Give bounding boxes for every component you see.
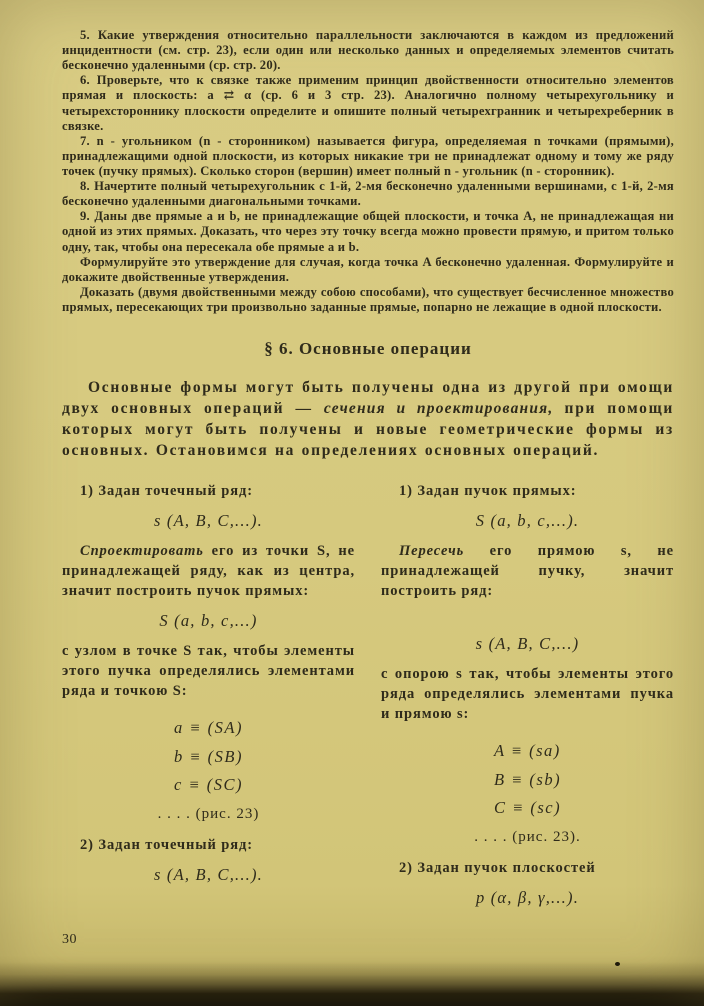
equation: B ≡ (sb)	[493, 769, 562, 789]
section-intro	[62, 377, 674, 461]
exercise-item: 5. Какие утверждения относительно параллельности заключаются в каждом из предложений инцидентности (см. стр. 23), если один или несколько данных и определяемых элементов считать бесконечно удаленными (ср. стр. 20).	[62, 28, 674, 73]
left-item2-label: 2) Задан точечный ряд:	[80, 837, 253, 854]
left-item1-formula: s (A, B, C,...).	[153, 510, 264, 530]
exercises-block	[62, 28, 674, 315]
exercise-item: 6. Проверьте, что к связке также применим принцип двойственности относительно элементов прямая и плоскость: a ⇄ α (ср. 6 и 3 стр. 23). Аналогично полному четырехугольнику и четырехстороннику плоскости определите и опишите полный четырехгранник и четырехреберник в связке.	[62, 73, 674, 133]
right-equations	[494, 737, 561, 824]
left-item2-formula: s (A, B, C,...).	[153, 864, 264, 884]
left-ellipsis-figure-ref: . . . . (рис. 23)	[157, 806, 260, 823]
page-content	[62, 28, 674, 918]
left-item1-label: 1) Задан точечный ряд:	[80, 483, 253, 500]
equation: A ≡ (sa)	[493, 740, 561, 760]
right-action-word: Пересечь	[399, 542, 465, 559]
equation: b ≡ (SB)	[174, 746, 243, 766]
left-condition: с узлом в точке S так, чтобы элементы этого пучка определялись элементами ряда и точкою S:	[62, 642, 355, 700]
right-action-rest: его прямою s, не принадлежащей пучку, значит построить ряд:	[381, 542, 674, 600]
left-action-word: Спроектировать	[80, 542, 204, 559]
intro-italic-term: сечения и проектирования,	[323, 400, 554, 418]
right-operation-definition	[381, 541, 674, 602]
left-equations	[174, 714, 243, 801]
dual-columns	[62, 473, 674, 917]
right-result-formula: s (A, B, C,...)	[475, 633, 580, 653]
right-ellipsis-figure-ref: . . . . (рис. 23).	[474, 829, 581, 846]
page-number: 30	[62, 932, 77, 947]
page-bottom-edge	[0, 962, 704, 1006]
exercise-item: 7. n - угольником (n - сторонником) называется фигура, определяемая n точками (прямыми), принадлежащими одной плоскости, из которых никакие три не принадлежат одному и тому же ряду точек (пучку прямых). Сколько сторон (вершин) имеет полный n - угольник (n - сторонник).	[62, 133, 674, 178]
right-item1-label: 1) Задан пучок прямых:	[399, 483, 577, 500]
exercise-item: Доказать (двумя двойственными между собою способами), что существует бесчисленное множество прямых, пересекающих три произвольно заданные прямые, попарно не лежащие в одной плоскости.	[62, 284, 674, 314]
equation: a ≡ (SA)	[174, 717, 243, 737]
equation: c ≡ (SC)	[174, 775, 243, 795]
equation: C ≡ (sc)	[493, 798, 562, 818]
right-item2-label: 2) Задан пучок плоскостей	[399, 860, 596, 877]
right-item1-formula: S (a, b, c,...).	[475, 510, 580, 530]
right-item2-formula: p (α, β, γ,...).	[475, 887, 580, 907]
left-operation-definition	[62, 541, 355, 602]
right-condition: с опорою s так, чтобы элементы этого ряда определялись элементами пучка и прямою s:	[381, 665, 674, 723]
exercise-item: 9. Даны две прямые a и b, не принадлежащие общей плоскости, и точка A, не принадлежащая ни одной из этих прямых. Доказать, что через эту точку всегда можно провести прямую, и притом только одну, так, чтобы она пересекала обе прямые a и b.	[62, 209, 674, 254]
left-column	[62, 473, 355, 917]
right-column	[381, 473, 674, 917]
left-result-formula: S (a, b, c,...)	[159, 610, 258, 630]
section-heading: § 6. Основные операции	[264, 339, 472, 359]
left-action-rest: его из точки S, не принадлежащей ряду, как из центра, значит построить пучок прямых:	[62, 542, 355, 600]
intro-text: Основные формы могут быть получены одна из другой при омощи двух основных операций —	[62, 379, 674, 418]
exercise-item: 8. Начертите полный четырехугольник с 1-й, 2-мя бесконечно удаленными вершинами, с 1-й, 2-мя бесконечно удаленными диагональными точками.	[62, 179, 674, 209]
intro-text: при помощи которых могут быть получены и новые геометрические формы из основных. Остановимся на определениях основных операций.	[62, 400, 675, 460]
exercise-item: Формулируйте это утверждение для случая, когда точка A бесконечно удаленная. Формулируйте и докажите двойственные утверждения.	[62, 254, 674, 284]
